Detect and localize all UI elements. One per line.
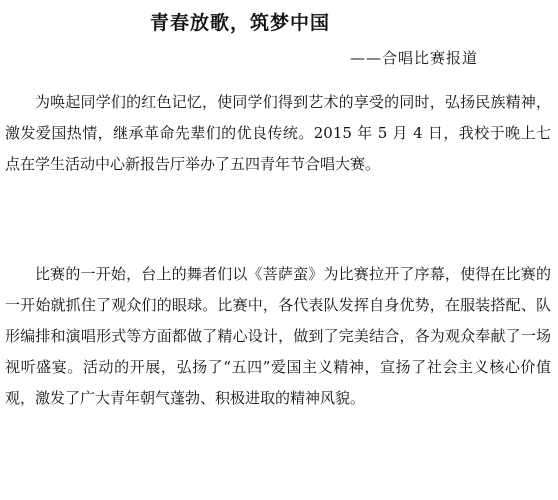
document-subtitle: ——合唱比赛报道 — [350, 49, 479, 67]
paragraph: 比赛的一开始，台上的舞者们以《菩萨蛮》为比赛拉开了序幕，使得在比赛的一开始就抓住了观众们的眼球。比赛中，各代表队发挥自身优势，在服装搭配、队形编排和演唱形式等方面都做了精心设计，做到了完美结合，各为观众奉献了一场视听盛宴。活动的开展，弘扬了“五四”爱国主义精神，宣扬了社会主义核心价值观，激发了广大青年朝气蓬勃、积极进取的精神风貌。 — [5, 265, 551, 407]
paragraph: 为唤起同学们的红色记忆，使同学们得到艺术的享受的同时，弘扬民族精神，激发爱国热情，继承革命先辈们的优良传统。2015 年 5 月 4 日，我校于晚上七点在学生活动中心新报告厅举办了五四青年节合唱大赛。 — [5, 93, 551, 173]
document-title: 青春放歌，筑梦中国 — [150, 12, 331, 34]
